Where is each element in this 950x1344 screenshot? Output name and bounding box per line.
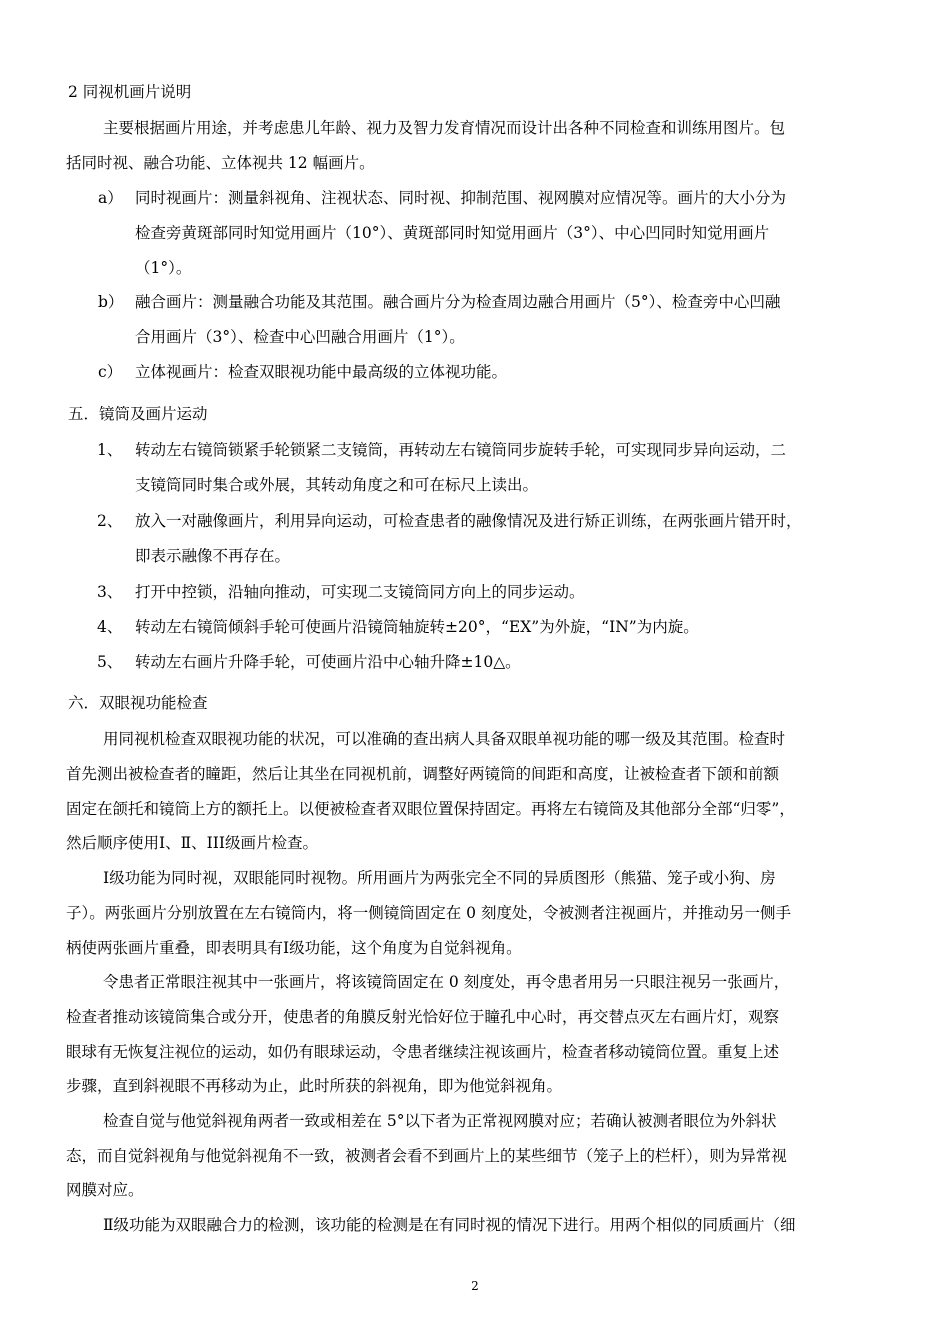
- paragraph-line: 括同时视、融合功能、立体视共 12 幅画片。: [66, 154, 375, 172]
- paragraph-line: 令患者正常眼注视其中一张画片，将该镜筒固定在 0 刻度处，再令患者用另一只眼注视另一张画片，: [103, 973, 790, 991]
- list-marker: 4、: [97, 618, 123, 636]
- list-marker: c）: [98, 363, 123, 381]
- paragraph-line: 然后顺序使用Ⅰ、Ⅱ、III级画片检查。: [66, 834, 319, 852]
- list-item-line: 检查旁黄斑部同时知觉用画片（10°）、黄斑部同时知觉用画片（3°）、中心凹同时知觉用画片: [135, 224, 770, 242]
- list-marker: a）: [98, 189, 123, 207]
- list-item-line: 支镜筒同时集合或外展，其转动角度之和可在标尺上读出。: [135, 476, 539, 494]
- list-item-line: 融合画片：测量融合功能及其范围。融合画片分为检查周边融合用画片（5°）、检查旁中心凹融: [135, 293, 781, 311]
- list-marker: 1、: [97, 441, 123, 459]
- paragraph-line: 主要根据画片用途，并考虑患儿年龄、视力及智力发育情况而设计出各种不同检查和训练用图片。包: [103, 119, 786, 137]
- paragraph-line: 眼球有无恢复注视位的运动，如仍有眼球运动，令患者继续注视该画片，检查者移动镜筒位置。重复上述: [66, 1043, 780, 1061]
- paragraph-line: 网膜对应。: [66, 1181, 144, 1199]
- section-heading: 五．镜筒及画片运动: [68, 405, 208, 423]
- list-marker: 2、: [97, 512, 123, 530]
- list-item-line: 立体视画片：检查双眼视功能中最高级的立体视功能。: [135, 363, 508, 381]
- list-item-line: 合用画片（3°）、检查中心凹融合用画片（1°）。: [135, 328, 465, 346]
- section-heading: 2 同视机画片说明: [68, 83, 192, 101]
- list-item-line: 转动左右镜筒锁紧手轮锁紧二支镜筒，再转动左右镜筒同步旋转手轮，可实现同步异向运动，二: [135, 441, 787, 459]
- paragraph-line: 检查者推动该镜筒集合或分开，使患者的角膜反射光恰好位于瞳孔中心时，再交替点灭左右画片灯，观察: [66, 1008, 780, 1026]
- paragraph-line: 固定在颌托和镜筒上方的额托上。以便被检查者双眼位置保持固定。再将左右镜筒及其他部分全部“归零”，: [66, 800, 795, 818]
- list-item-line: 放入一对融像画片，利用异向运动，可检查患者的融像情况及进行矫正训练，在两张画片错开时，: [135, 512, 802, 530]
- list-item-line: 同时视画片：测量斜视角、注视状态、同时视、抑制范围、视网膜对应情况等。画片的大小分为: [135, 189, 787, 207]
- paragraph-line: 子）。两张画片分别放置在左右镜筒内，将一侧镜筒固定在 0 刻度处，令被测者注视画片，并推动另一侧手: [66, 904, 791, 922]
- paragraph-line: Ⅰ级功能为同时视，双眼能同时视物。所用画片为两张完全不同的异质图形（熊猫、笼子或小狗、房: [103, 869, 776, 887]
- list-item-line: 打开中控锁，沿轴向推动，可实现二支镜筒同方向上的同步运动。: [135, 583, 585, 601]
- paragraph-line: 首先测出被检查者的瞳距，然后让其坐在同视机前，调整好两镜筒的间距和高度，让被检查者下颌和前额: [66, 765, 780, 783]
- paragraph-line: 步骤，直到斜视眼不再移动为止，此时所获的斜视角，即为他觉斜视角。: [66, 1077, 563, 1095]
- paragraph-line: Ⅱ级功能为双眼融合力的检测，该功能的检测是在有同时视的情况下进行。用两个相似的同质画片（细: [103, 1216, 796, 1234]
- section-heading: 六．双眼视功能检查: [68, 694, 208, 712]
- list-item-line: 转动左右画片升降手轮，可使画片沿中心轴升降±10△。: [135, 653, 521, 671]
- paragraph-line: 用同视机检查双眼视功能的状况，可以准确的查出病人具备双眼单视功能的哪一级及其范围。检查时: [103, 730, 786, 748]
- list-item-line: （1°）。: [135, 259, 192, 277]
- list-item-line: 即表示融像不再存在。: [135, 547, 291, 565]
- paragraph-line: 态，而自觉斜视角与他觉斜视角不一致，被测者会看不到画片上的某些细节（笼子上的栏杆），则为异常视: [66, 1147, 787, 1165]
- list-marker: 5、: [97, 653, 123, 671]
- list-marker: b）: [98, 293, 124, 311]
- paragraph-line: 柄使两张画片重叠，即表明具有Ⅰ级功能，这个角度为自觉斜视角。: [66, 939, 522, 957]
- paragraph-line: 检查自觉与他觉斜视角两者一致或相差在 5°以下者为正常视网膜对应；若确认被测者眼位为外斜状: [103, 1112, 777, 1130]
- list-item-line: 转动左右镜筒倾斜手轮可使画片沿镜筒轴旋转±20°，“EX”为外旋，“IN”为内旋。: [135, 618, 699, 636]
- list-marker: 3、: [97, 583, 123, 601]
- page-number: 2: [471, 1279, 479, 1293]
